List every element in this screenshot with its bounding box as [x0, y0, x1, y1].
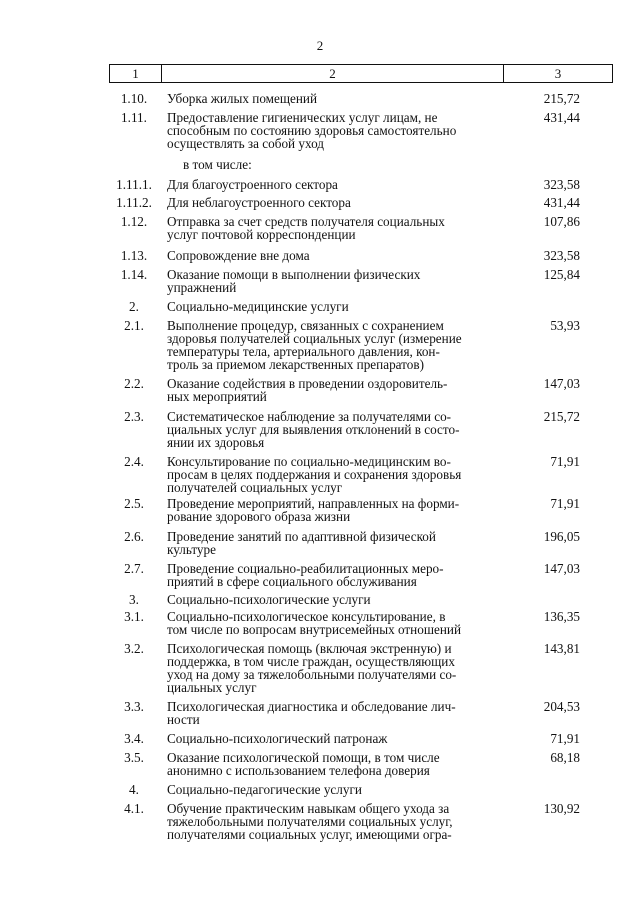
- description-line: Для неблагоустроенного сектора: [167, 195, 351, 210]
- row-price: 431,44: [543, 195, 580, 210]
- row-number: 4.1.: [124, 801, 144, 816]
- description-line: ности: [167, 712, 200, 727]
- row-number: 1.11.: [121, 110, 147, 125]
- description-line: том числе по вопросам внутрисемейных отношений: [167, 622, 462, 637]
- description-line: троль за приемом лекарственных препаратов): [167, 357, 424, 372]
- table-header-row: [109, 64, 613, 83]
- row-description: [167, 455, 507, 494]
- description-line: способным по состоянию здоровья самостоятельно: [167, 123, 457, 138]
- page-number: 2: [316, 38, 324, 53]
- row-description: [167, 92, 507, 105]
- description-line: янии их здоровья: [167, 435, 265, 450]
- row-price: 107,86: [543, 214, 580, 229]
- row-price: 323,58: [543, 248, 580, 263]
- description-line: Проведение мероприятий, направленных на форми-: [167, 496, 460, 511]
- row-number: 1.11.1.: [116, 177, 152, 192]
- row-description: [183, 158, 523, 171]
- description-line: Социально-психологические услуги: [167, 592, 371, 607]
- description-line: Отправка за счет средств получателя социальных: [167, 214, 445, 229]
- description-line: Проведение социально-реабилитационных меро-: [167, 561, 444, 576]
- row-price: 53,93: [550, 318, 580, 333]
- row-description: [167, 268, 507, 294]
- description-line: Психологическая диагностика и обследование лич-: [167, 699, 456, 714]
- row-description: [167, 802, 507, 841]
- description-line: тяжелобольными получателями социальных услуг,: [167, 814, 453, 829]
- row-price: 143,81: [543, 641, 580, 656]
- description-line: культуре: [167, 542, 216, 557]
- row-price: 215,72: [543, 91, 580, 106]
- row-description: [167, 178, 507, 191]
- row-price: 136,35: [543, 609, 580, 624]
- row-number: 2.5.: [124, 496, 144, 511]
- row-description: [167, 196, 507, 209]
- row-price: 147,03: [543, 561, 580, 576]
- description-line: Социально-психологический патронаж: [167, 731, 388, 746]
- row-number: 3.: [129, 592, 139, 607]
- row-number: 3.2.: [124, 641, 144, 656]
- description-line: рование здорового образа жизни: [167, 509, 351, 524]
- row-description: [167, 249, 507, 262]
- description-line: циальных услуг для выявления отклонений в состо-: [167, 422, 460, 437]
- description-line: получателей социальных услуг: [167, 480, 343, 495]
- description-line: Для благоустроенного сектора: [167, 177, 338, 192]
- row-description: [167, 642, 507, 694]
- row-description: [167, 111, 507, 150]
- row-description: [167, 497, 507, 523]
- description-line: Оказание психологической помощи, в том числе: [167, 750, 440, 765]
- row-number: 2.: [129, 299, 139, 314]
- row-price: 71,91: [550, 731, 580, 746]
- row-price: 130,92: [543, 801, 580, 816]
- description-line: Оказание содействия в проведении оздоровитель-: [167, 376, 448, 391]
- row-number: 2.1.: [124, 318, 144, 333]
- description-line: просам в целях поддержания и сохранения здоровья: [167, 467, 462, 482]
- row-number: 1.10.: [120, 91, 148, 106]
- row-description: [167, 562, 507, 588]
- description-line: Выполнение процедур, связанных с сохранением: [167, 318, 444, 333]
- description-line: получателями социальных услуг, имеющими огра-: [167, 827, 452, 842]
- row-description: [167, 783, 507, 796]
- row-number: 2.3.: [124, 409, 144, 424]
- header-col-1: 1: [110, 65, 162, 82]
- row-number: 2.7.: [124, 561, 144, 576]
- description-line: ных мероприятий: [167, 389, 267, 404]
- row-price: 196,05: [543, 529, 580, 544]
- row-description: [167, 700, 507, 726]
- row-price: 68,18: [550, 750, 580, 765]
- row-description: [167, 751, 507, 777]
- description-line: Сопровождение вне дома: [167, 248, 310, 263]
- description-line: Обучение практическим навыкам общего ухода за: [167, 801, 450, 816]
- row-number: 1.11.2.: [116, 195, 152, 210]
- row-number: 4.: [129, 782, 139, 797]
- description-line: Консультирование по социально-медицинским во-: [167, 454, 451, 469]
- row-number: 3.5.: [124, 750, 144, 765]
- row-number: 1.14.: [120, 267, 148, 282]
- description-line: Оказание помощи в выполнении физических: [167, 267, 421, 282]
- description-line: Психологическая помощь (включая экстренную) и: [167, 641, 452, 656]
- description-line: Предоставление гигиенических услуг лицам, не: [167, 110, 438, 125]
- row-description: [167, 215, 507, 241]
- description-line: осуществлять за собой уход: [167, 136, 324, 151]
- row-number: 1.13.: [120, 248, 148, 263]
- description-line: уход на дому за тяжелобольными получателями со-: [167, 667, 457, 682]
- row-description: [167, 300, 507, 313]
- header-col-3: 3: [554, 66, 562, 81]
- row-number: 3.1.: [124, 609, 144, 624]
- row-price: 215,72: [543, 409, 580, 424]
- row-price: 147,03: [543, 376, 580, 391]
- description-line: Социально-психологическое консультирование, в: [167, 609, 446, 624]
- description-line: упражнений: [167, 280, 237, 295]
- description-line: поддержка, в том числе граждан, осуществляющих: [167, 654, 455, 669]
- row-number: 2.6.: [124, 529, 144, 544]
- description-line: анонимно с использованием телефона доверия: [167, 763, 430, 778]
- header-col-2: 2: [162, 65, 504, 82]
- description-line: приятий в сфере социального обслуживания: [167, 574, 417, 589]
- row-number: 1.12.: [120, 214, 148, 229]
- row-description: [167, 319, 507, 371]
- description-line: здоровья получателей социальных услуг (измерение: [167, 331, 462, 346]
- row-number: 3.4.: [124, 731, 144, 746]
- row-number: 2.2.: [124, 376, 144, 391]
- row-price: 71,91: [550, 454, 580, 469]
- row-description: [167, 593, 507, 606]
- row-number: 2.4.: [124, 454, 144, 469]
- row-price: 71,91: [550, 496, 580, 511]
- description-line: в том числе:: [183, 157, 252, 172]
- row-number: 3.3.: [124, 699, 144, 714]
- description-line: Социально-педагогические услуги: [167, 782, 362, 797]
- description-line: Уборка жилых помещений: [167, 91, 318, 106]
- description-line: циальных услуг: [167, 680, 257, 695]
- row-description: [167, 732, 507, 745]
- row-description: [167, 377, 507, 403]
- description-line: услуг почтовой корреспонденции: [167, 227, 356, 242]
- row-price: 204,53: [543, 699, 580, 714]
- row-description: [167, 610, 507, 636]
- description-line: Систематическое наблюдение за получателями со-: [167, 409, 452, 424]
- description-line: Социально-медицинские услуги: [167, 299, 349, 314]
- description-line: Проведение занятий по адаптивной физической: [167, 529, 436, 544]
- row-description: [167, 530, 507, 556]
- description-line: температуры тела, артериального давления, кон-: [167, 344, 440, 359]
- row-price: 431,44: [543, 110, 580, 125]
- row-price: 323,58: [543, 177, 580, 192]
- row-price: 125,84: [543, 267, 580, 282]
- row-description: [167, 410, 507, 449]
